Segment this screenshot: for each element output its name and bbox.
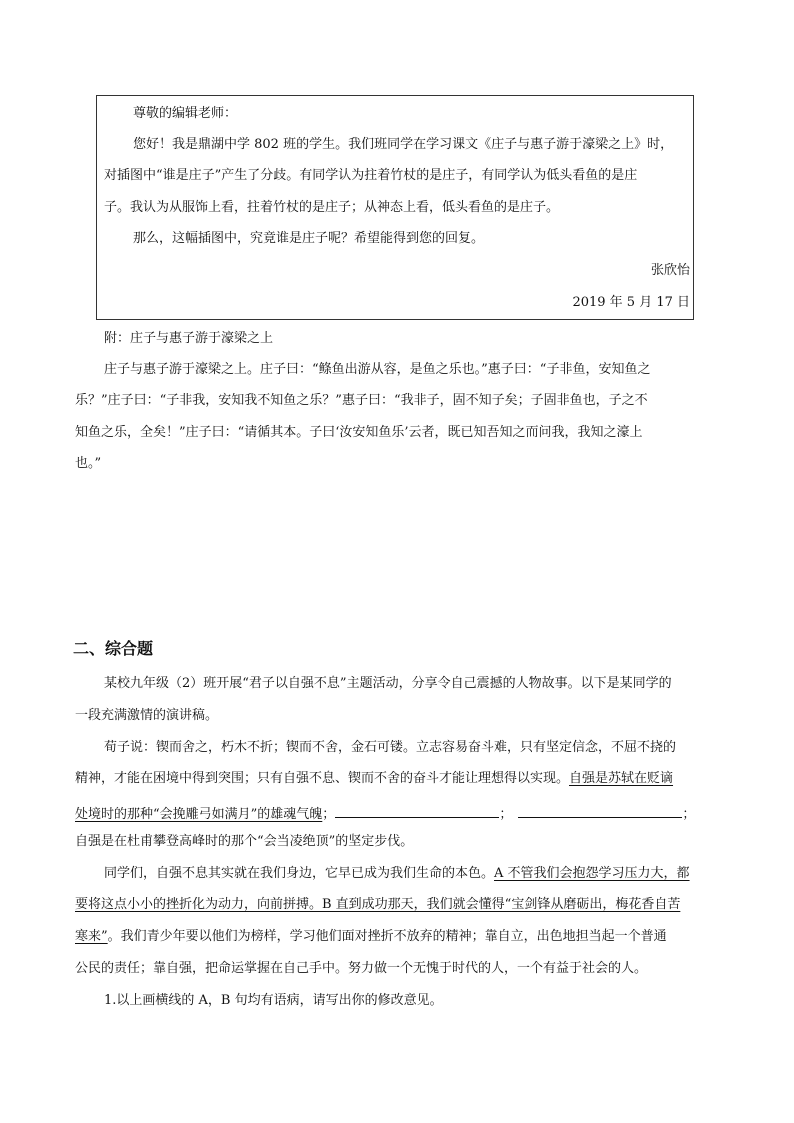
appendix-text-line: 知鱼之乐，全矣！”庄子曰：“请循其本。子曰‘汝安知鱼乐’云者，既已知吾知之而问我，我知之濠上 bbox=[75, 425, 643, 440]
appendix-text-line: 乐？”庄子曰：“子非我，安知我不知鱼之乐？”惠子曰：“我非子，固不知子矣；子固非鱼也，子之不 bbox=[75, 393, 648, 408]
speech-fill-line bbox=[75, 803, 695, 823]
intro-line: 一段充满激情的演讲稿。 bbox=[75, 708, 219, 723]
appendix-text-line: 也。” bbox=[75, 456, 102, 471]
appendix-text-line: 庄子与惠子游于濠梁之上。庄子曰：“鲦鱼出游从容，是鱼之乐也。”惠子曰：“子非鱼，安知鱼之 bbox=[104, 362, 651, 377]
answer-blank-2[interactable] bbox=[518, 803, 682, 818]
sentence-b-underlined: 要将这点小小的挫折化为动力，向前拼搏。B 直到成功那天，我们就会懂得“宝剑锋从磨砺出，梅花香自苦 bbox=[75, 897, 681, 912]
speech-text: 同学们，自强不息其实就在我们身边，它早已成为我们生命的本色。 bbox=[104, 866, 495, 881]
speech-line bbox=[75, 897, 680, 913]
letter-date: 2019 年 5 月 17 日 bbox=[572, 295, 690, 310]
letter-paragraph-line: 子。我认为从服饰上看，拄着竹杖的是庄子；从神态上看，低头看鱼的是庄子。 bbox=[104, 200, 560, 215]
speech-line bbox=[104, 866, 690, 882]
punctuation: ； bbox=[682, 807, 696, 822]
speech-line: 荀子说：锲而舍之，朽木不折；锲而不舍，金石可镂。立志容易奋斗难，只有坚定信念，不屈不挠的 bbox=[104, 740, 677, 755]
underlined-text: 自强是苏轼在贬谪 bbox=[569, 771, 674, 786]
speech-line bbox=[75, 929, 667, 945]
letter-paragraph-line: 您好！我是鼎湖中学 802 班的学生。我们班同学在学习课文《庄子与惠子游于濠梁之上》时， bbox=[133, 137, 674, 152]
underlined-text: 处境时的那种“会挽雕弓如满月”的雄魂气魄 bbox=[75, 807, 323, 822]
letter-paragraph-line: 对插图中“谁是庄子”产生了分歧。有同学认为拄着竹杖的是庄子，有同学认为低头看鱼的是庄 bbox=[104, 168, 638, 183]
question-text: 1.以上画横线的 A，B 句均有语病，请写出你的修改意见。 bbox=[104, 993, 443, 1008]
sentence-a-underlined: A 不管我们会抱怨学习压力大，都 bbox=[494, 866, 690, 881]
speech-line: 自强是在杜甫攀登高峰时的那个“会当凌绝顶”的坚定步伐。 bbox=[75, 834, 414, 849]
letter-paragraph-line: 那么，这幅插图中，究竟谁是庄子呢？希望能得到您的回复。 bbox=[133, 231, 485, 246]
intro-line: 某校九年级（2）班开展“君子以自强不息”主题活动，分享令自己震撼的人物故事。以下是某同学的 bbox=[104, 676, 672, 691]
punctuation: ； bbox=[322, 807, 336, 822]
answer-blank-1[interactable] bbox=[335, 803, 499, 818]
speech-text: 。我们青少年要以他们为榜样，学习他们面对挫折不放弃的精神；靠自立，出色地担当起一个普通 bbox=[107, 929, 667, 944]
letter-salutation: 尊敬的编辑老师： bbox=[133, 106, 238, 121]
letter-signature: 张欣怡 bbox=[650, 263, 690, 278]
speech-line: 公民的责任；靠自强，把命运掌握在自己手中。努力做一个无愧于时代的人，一个有益于社会的人。 bbox=[75, 961, 648, 976]
speech-text: 精神，才能在困境中得到突围；只有自强不息、锲而不舍的奋斗才能让理想得以实现。 bbox=[75, 771, 570, 786]
appendix-title: 附：庄子与惠子游于濠梁之上 bbox=[104, 331, 274, 346]
section-heading: 二、综合题 bbox=[73, 639, 154, 658]
punctuation: ； bbox=[499, 807, 513, 822]
speech-line bbox=[75, 771, 673, 787]
underlined-text: 寒来” bbox=[75, 929, 108, 944]
